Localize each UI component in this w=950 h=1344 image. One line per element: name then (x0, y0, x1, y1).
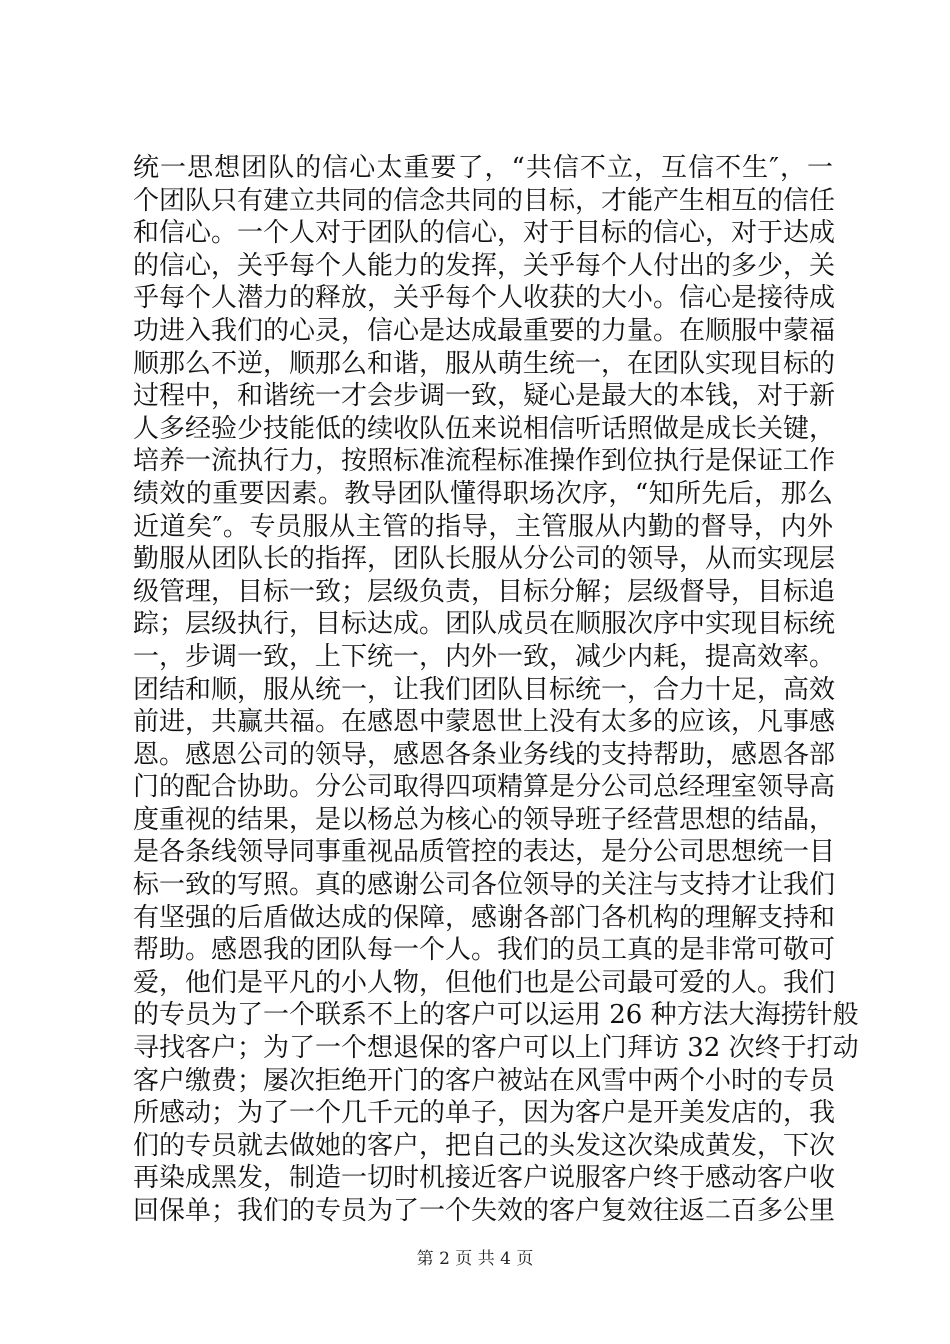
body-line: 乎每个人潜力的释放，关乎每个人收获的大小。信心是接待成 (133, 283, 836, 314)
body-line: 近道矣″。专员服从主管的指导，主管服从内勤的督导，内外 (133, 511, 833, 542)
body-line: 个团队只有建立共同的信念共同的目标，才能产生相互的信任 (133, 185, 836, 216)
body-line: 客户缴费；屡次拒绝开门的客户被站在风雪中两个小时的专员 (133, 1065, 836, 1096)
body-line: 的专员为了一个联系不上的客户可以运用 26 种方法大海捞针般 (133, 1000, 859, 1031)
body-line: 绩效的重要因素。教导团队懂得职场次序，“知所先后，那么 (133, 478, 833, 509)
document-body (133, 152, 859, 1228)
body-line: 统一思想团队的信心太重要了，“共信不立，互信不生″，一 (133, 153, 833, 183)
body-line: 的信心，关乎每个人能力的发挥，关乎每个人付出的多少，关 (133, 250, 836, 281)
body-line: 培养一流执行力，按照标准流程标准操作到位执行是保证工作 (133, 446, 836, 477)
body-line: 标一致的写照。真的感谢公司各位领导的关注与支持才让我们 (133, 870, 836, 901)
body-line: 团结和顺，服从统一，让我们团队目标统一，合力十足，高效 (133, 674, 836, 705)
body-line: 踪；层级执行，目标达成。团队成员在顺服次序中实现目标统 (133, 609, 836, 640)
body-line: 寻找客户；为了一个想退保的客户可以上门拜访 32 次终于打动 (133, 1033, 859, 1064)
body-line: 门的配合协助。分公司取得四项精算是分公司总经理室领导高 (133, 772, 836, 803)
body-line: 恩。感恩公司的领导，感恩各条业务线的支持帮助，感恩各部 (133, 739, 836, 770)
body-line: 是各条线领导同事重视品质管控的表达，是分公司思想统一目 (133, 837, 836, 868)
body-line: 有坚强的后盾做达成的保障，感谢各部门各机构的理解支持和 (133, 902, 836, 933)
body-line: 勤服从团队长的指挥，团队长服从分公司的领导，从而实现层 (133, 544, 836, 575)
body-line: 级管理，目标一致；层级负责，目标分解；层级督导，目标追 (133, 576, 836, 607)
body-line: 一，步调一致，上下统一，内外一致，减少内耗，提高效率。 (133, 641, 836, 672)
body-line: 度重视的结果，是以杨总为核心的领导班子经营思想的结晶， (133, 804, 836, 835)
body-line: 功进入我们的心灵，信心是达成最重要的力量。在顺服中蒙福 (133, 315, 836, 346)
body-line: 过程中，和谐统一才会步调一致，疑心是最大的本钱，对于新 (133, 381, 836, 412)
body-line: 前进，共赢共福。在感恩中蒙恩世上没有太多的应该，凡事感 (133, 707, 836, 738)
body-line: 再染成黑发，制造一切时机接近客户说服客户终于感动客户收 (133, 1163, 836, 1194)
body-line: 所感动；为了一个几千元的单子，因为客户是开美发店的，我 (133, 1098, 836, 1129)
body-line: 顺那么不逆，顺那么和谐，服从萌生统一，在团队实现目标的 (133, 348, 836, 379)
body-line: 们的专员就去做她的客户，把自己的头发这次染成黄发，下次 (133, 1130, 836, 1161)
body-line: 爱，他们是平凡的小人物，但他们也是公司最可爱的人。我们 (133, 967, 836, 998)
body-line: 帮助。感恩我的团队每一个人。我们的员工真的是非常可敬可 (133, 935, 836, 966)
body-line: 人多经验少技能低的续收队伍来说相信听话照做是成长关键， (133, 413, 836, 444)
body-line: 和信心。一个人对于团队的信心，对于目标的信心，对于达成 (133, 218, 836, 249)
body-line: 回保单；我们的专员为了一个失效的客户复效往返二百多公里 (133, 1196, 836, 1226)
page-number: 第 2 页 共 4 页 (416, 1249, 534, 1269)
